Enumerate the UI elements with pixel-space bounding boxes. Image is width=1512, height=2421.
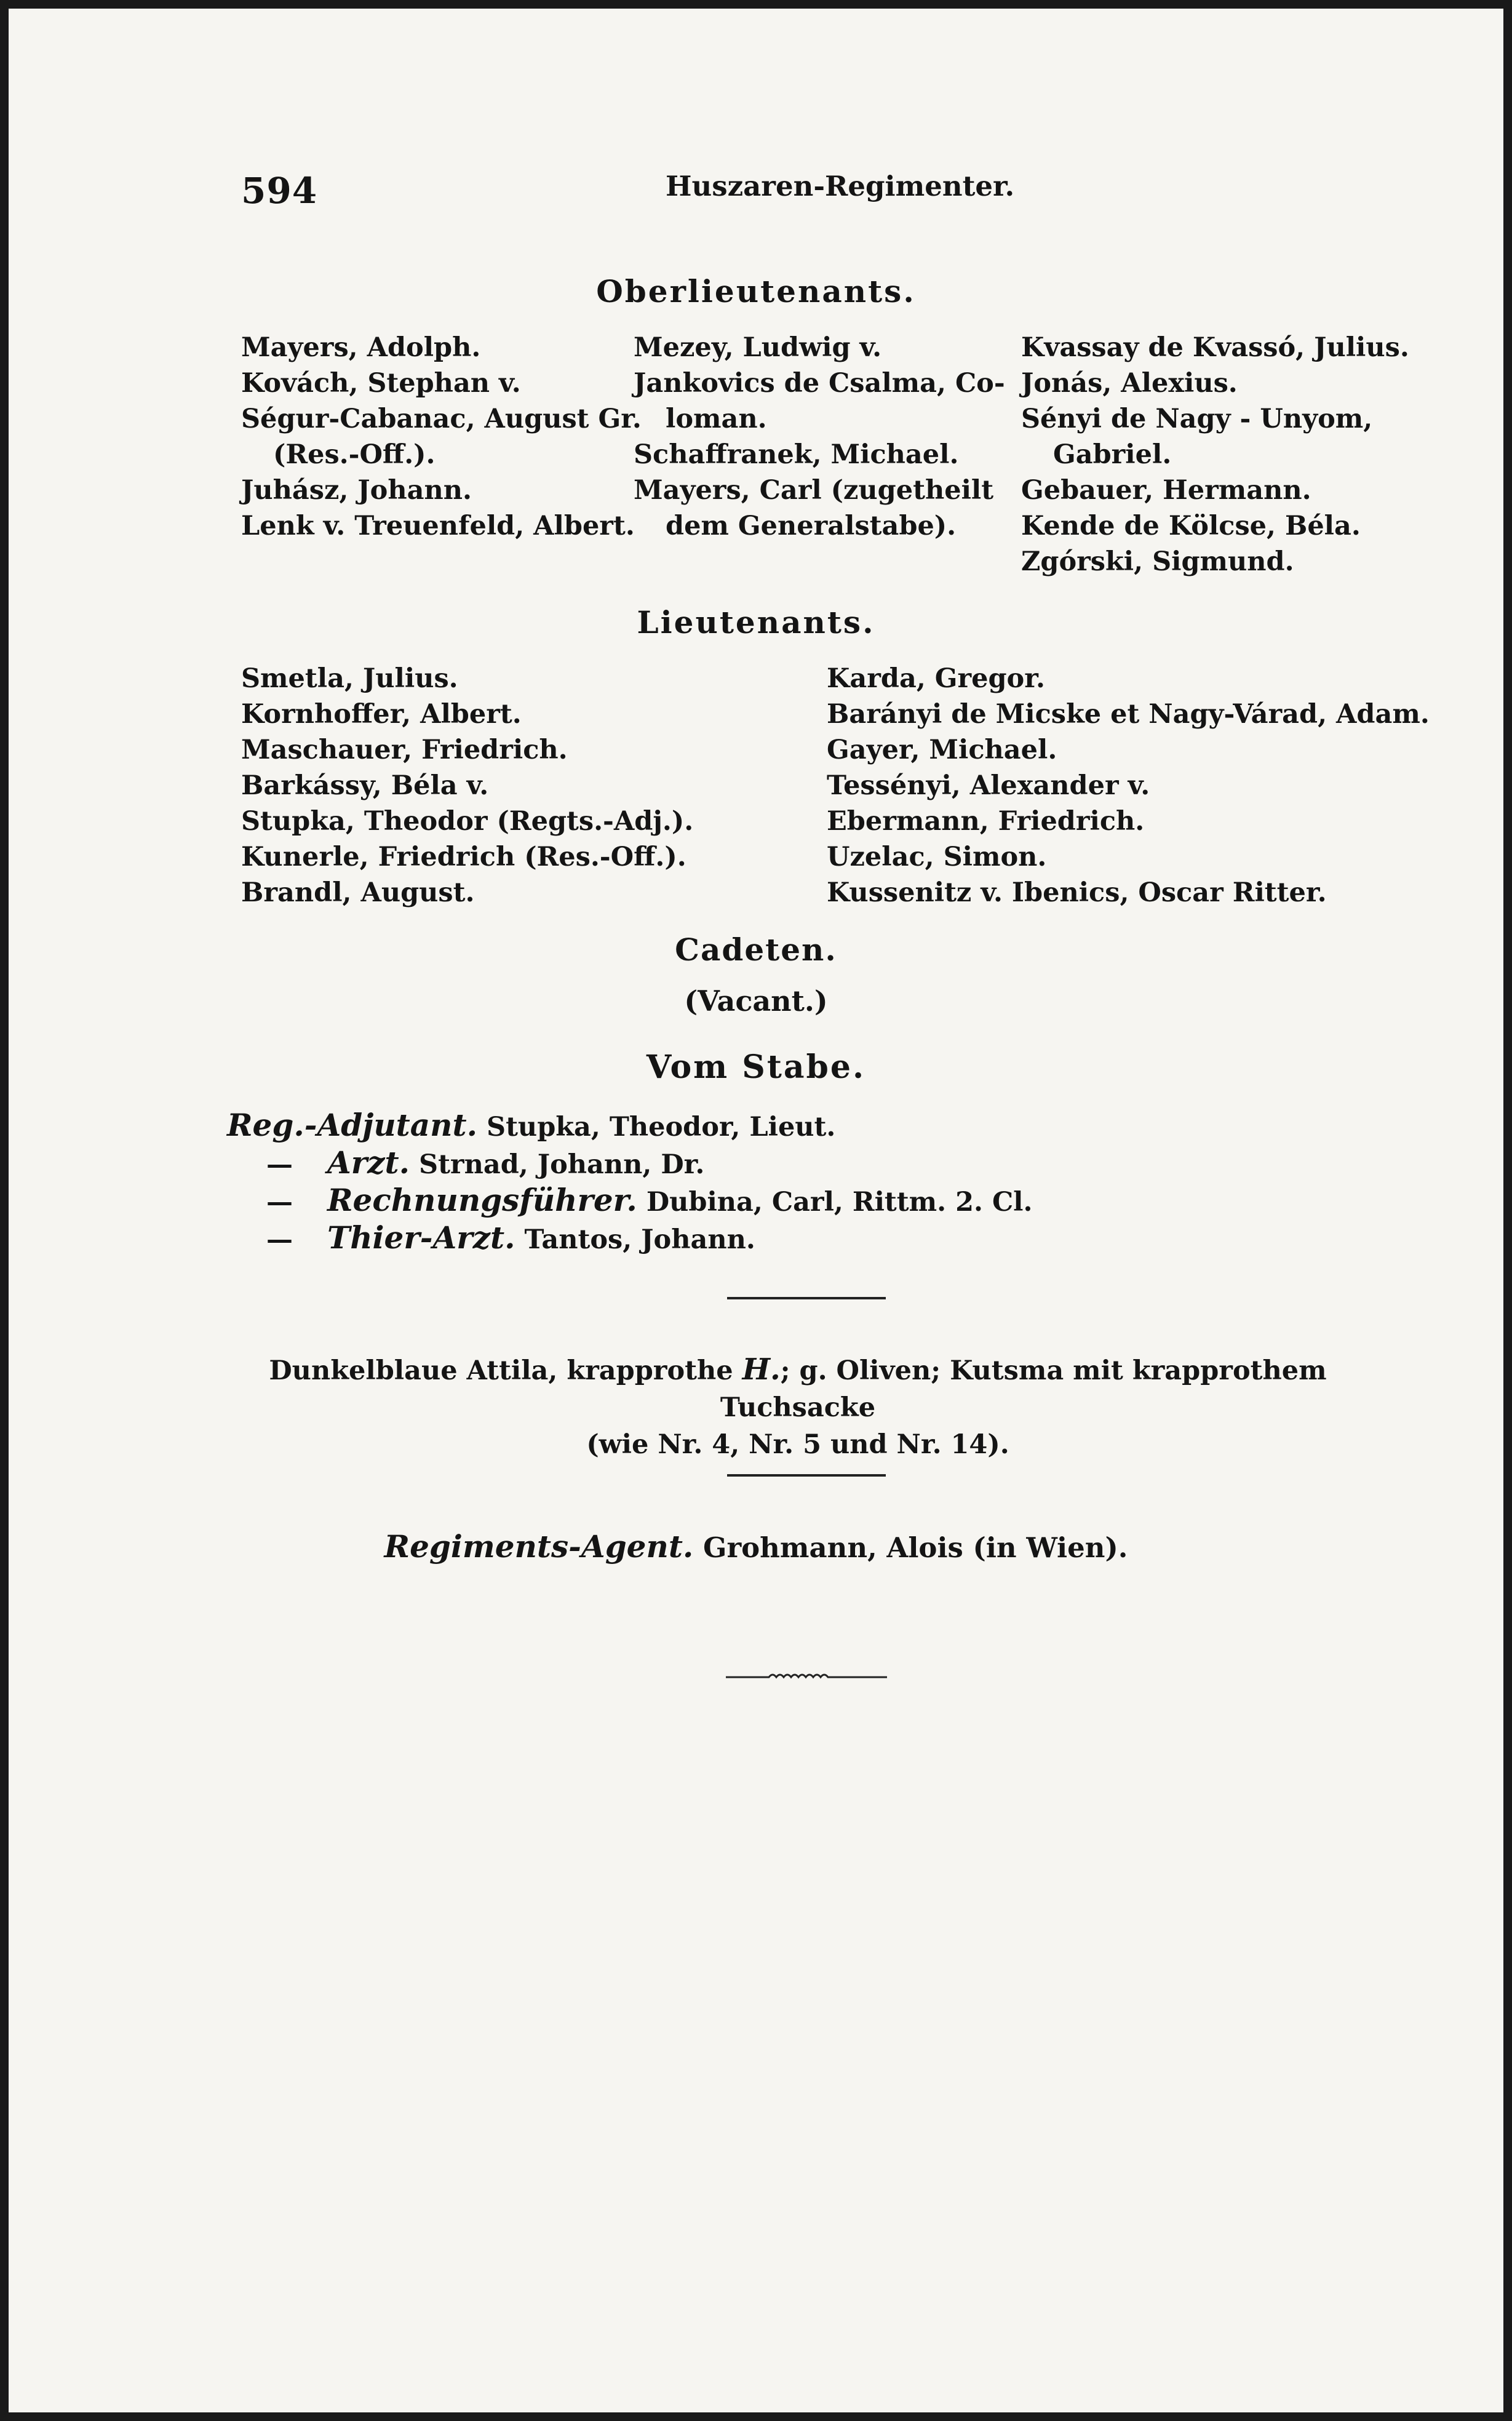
staff-row <box>227 1107 1033 1145</box>
oberlieutenants-column-1 <box>241 330 642 544</box>
list-item: Kornhoffer, Albert. <box>241 699 522 730</box>
list-item: (Res.-Off.). <box>273 439 436 470</box>
list-item: Mayers, Carl (zugetheilt <box>634 475 994 506</box>
ditto-dash: — <box>266 1187 293 1218</box>
ditto-dash: — <box>266 1149 293 1180</box>
uniform-hat: H. <box>742 1352 781 1387</box>
staff-title: Rechnungsführer. <box>327 1182 637 1218</box>
list-item: Karda, Gregor. <box>827 663 1045 694</box>
list-item: Kovách, Stephan v. <box>241 368 521 399</box>
cadeten-vacant-note: (Vacant.) <box>684 984 828 1018</box>
list-item: dem Generalstabe). <box>666 511 957 541</box>
list-item: Stupka, Theodor (Regts.-Adj.). <box>241 806 694 837</box>
page-number: 594 <box>241 170 318 212</box>
book-page <box>9 9 1503 2412</box>
section-divider <box>727 1297 886 1299</box>
list-item: Jankovics de Csalma, Co- <box>634 368 1005 399</box>
list-item: Brandl, August. <box>241 877 475 908</box>
oberlieutenants-heading: Oberlieutenants. <box>596 273 916 309</box>
list-item: Tessényi, Alexander v. <box>827 770 1150 801</box>
list-item: Schaffranek, Michael. <box>634 439 959 470</box>
oberlieutenants-column-2 <box>634 330 1005 544</box>
list-item: Kvassay de Kvassó, Julius. <box>1021 332 1409 363</box>
list-item: Ségur-Cabanac, August Gr. <box>241 404 642 434</box>
oberlieutenants-column-3 <box>1021 330 1409 580</box>
lieutenants-heading: Lieutenants. <box>637 604 875 640</box>
list-item: Barkássy, Béla v. <box>241 770 489 801</box>
list-item: loman. <box>666 404 767 434</box>
list-item: Mezey, Ludwig v. <box>634 332 882 363</box>
list-item: Sényi de Nagy - Unyom, <box>1021 404 1373 434</box>
list-item: Mayers, Adolph. <box>241 332 481 363</box>
list-item: Barányi de Micske et Nagy-Várad, Adam. <box>827 699 1430 730</box>
staff-name: Stupka, Theodor, Lieut. <box>487 1112 836 1143</box>
list-item: Gebauer, Hermann. <box>1021 475 1311 506</box>
list-item: Gabriel. <box>1053 439 1172 470</box>
end-ornament <box>726 1670 887 1681</box>
staff-row <box>227 1220 1033 1258</box>
list-item: Gayer, Michael. <box>827 735 1057 765</box>
list-item: Zgórski, Sigmund. <box>1021 546 1294 577</box>
list-item: Uzelac, Simon. <box>827 842 1047 872</box>
staff-name: Dubina, Carl, Rittm. 2. Cl. <box>646 1187 1033 1218</box>
staff-list <box>227 1107 1033 1258</box>
uniform-line-1 <box>241 1351 1355 1426</box>
staff-title: Thier-Arzt. <box>327 1219 515 1256</box>
staff-row <box>227 1183 1033 1220</box>
agent-name: Grohmann, Alois (in Wien). <box>703 1531 1128 1564</box>
list-item: Smetla, Julius. <box>241 663 458 694</box>
list-item: Kunerle, Friedrich (Res.-Off.). <box>241 842 686 872</box>
lieutenants-column-2 <box>827 661 1430 911</box>
list-item: Jonás, Alexius. <box>1021 368 1238 399</box>
list-item: Juhász, Johann. <box>241 475 472 506</box>
list-item: Kussenitz v. Ibenics, Oscar Ritter. <box>827 877 1327 908</box>
stab-heading: Vom Stabe. <box>646 1048 866 1086</box>
uniform-text-a: Dunkelblaue Attila, krapprothe <box>269 1355 742 1386</box>
list-item: Kende de Kölcse, Béla. <box>1021 511 1361 541</box>
staff-title: Arzt. <box>327 1144 410 1181</box>
regiments-agent <box>9 1528 1503 1565</box>
uniform-line-2: (wie Nr. 4, Nr. 5 und Nr. 14). <box>586 1429 1009 1460</box>
section-divider <box>727 1474 886 1477</box>
lieutenants-column-1 <box>241 661 693 911</box>
running-title: Huszaren-Regimenter. <box>666 170 1015 202</box>
staff-title: Reg.-Adjutant. <box>227 1107 478 1143</box>
cadeten-heading: Cadeten. <box>675 931 837 968</box>
staff-row <box>227 1145 1033 1183</box>
staff-name: Tantos, Johann. <box>524 1224 755 1255</box>
agent-title: Regiments-Agent. <box>384 1528 694 1565</box>
ditto-dash: — <box>266 1224 293 1255</box>
list-item: Ebermann, Friedrich. <box>827 806 1145 837</box>
list-item: Lenk v. Treuenfeld, Albert. <box>241 511 635 541</box>
uniform-description <box>241 1351 1355 1463</box>
list-item: Maschauer, Friedrich. <box>241 735 568 765</box>
uniform-text-b: ; g. Oliven; Kutsma mit krapprothem Tuchsacke <box>720 1355 1327 1423</box>
staff-name: Strnad, Johann, Dr. <box>419 1149 705 1180</box>
